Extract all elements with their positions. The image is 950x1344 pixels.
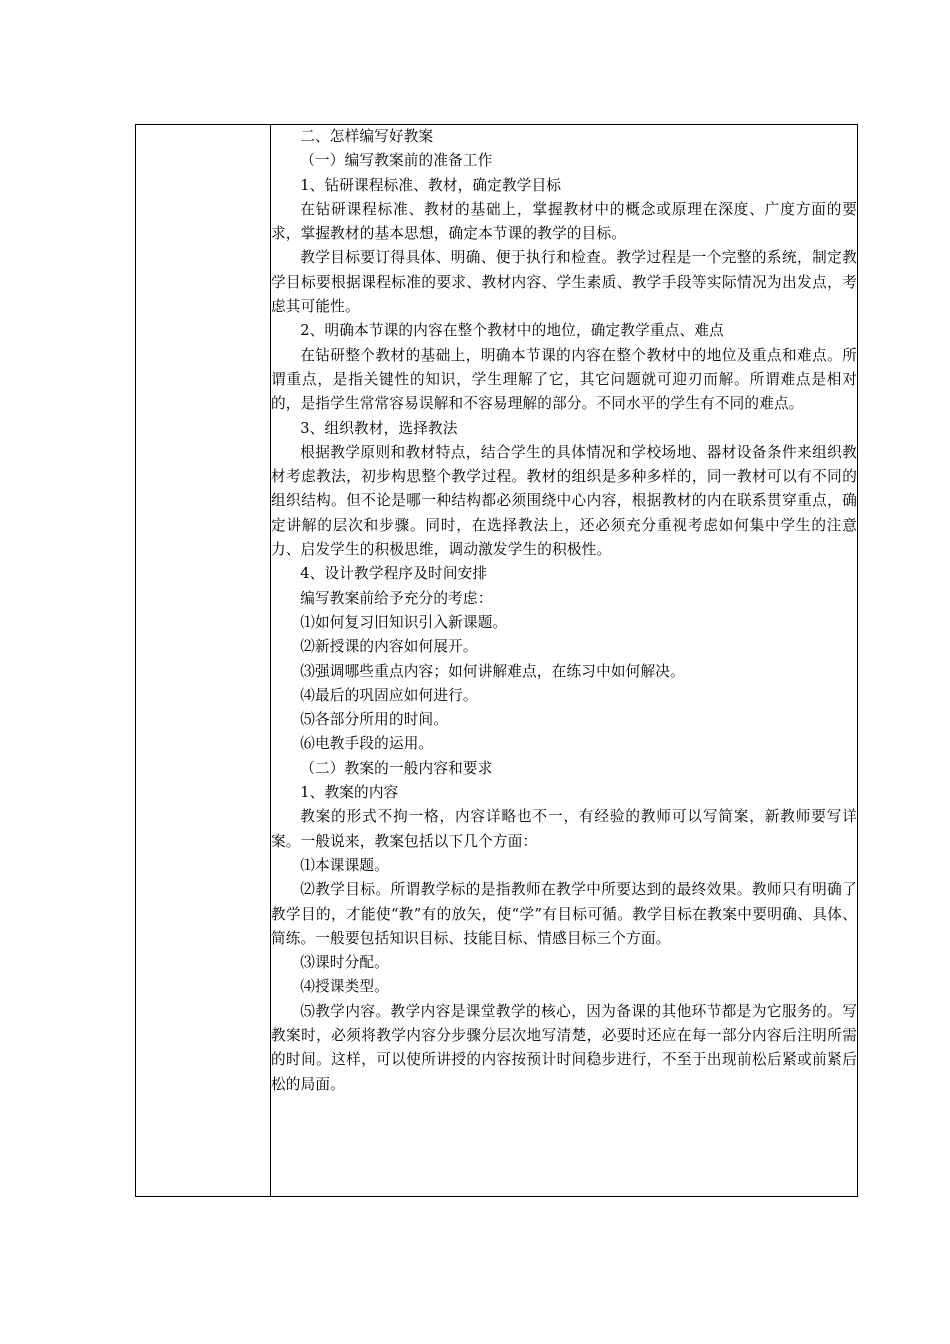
- section-heading: 二、怎样编写好教案: [300, 128, 434, 145]
- item-heading: 3、组织教材，选择教法: [300, 419, 458, 437]
- subsection-heading: （一）编写教案前的准备工作: [300, 152, 493, 170]
- paragraph: 根据教学原则和教材特点，结合学生的具体情况和学校场地、器材设备条件来组织教材考虑教法，初步构思整个教学过程。教材的组织是多种多样的，同一教材可以有不同的组织结构。但不论是哪一种结构都必须围绕中心内容，根据教材的内在联系贯穿重点，确定讲解的层次和步骤。同时，在选择教法上，还必须充分重视考虑如何集中学生的注意力、启发学生的积极思维，调动激发学生的积极性。: [271, 443, 857, 559]
- content-cell: [271, 125, 858, 1197]
- list-item: ⑸教学内容。教学内容是课堂教学的核心，因为备课的其他环节都是为它服务的。写教案时，必须将教学内容分步骤分层次地写清楚，必要时还应在每一部分内容后注明所需的时间。这样，可以使所讲授的内容按预计时间稳步进行，不至于出现前松后紧或前紧后松的局面。: [271, 1002, 857, 1093]
- list-item: ⑵新授课的内容如何展开。: [300, 638, 478, 656]
- subsection-heading: （二）教案的一般内容和要求: [300, 759, 493, 777]
- paragraph: 教案的形式不拘一格，内容详略也不一，有经验的教师可以写简案，新教师要写详案。一般说来，教案包括以下几个方面：: [271, 808, 857, 850]
- list-item: ⑹电教手段的运用。: [300, 735, 434, 753]
- item-heading: 2、明确本节课的内容在整个教材中的地位，确定教学重点、难点: [300, 322, 724, 340]
- item-heading: 1、钻研课程标准、教材，确定教学目标: [300, 176, 562, 194]
- content-body: [271, 125, 857, 1097]
- item-heading: 4、设计教学程序及时间安排: [300, 565, 488, 583]
- list-item: ⑶强调哪些重点内容；如何讲解难点，在练习中如何解决。: [300, 662, 685, 680]
- left-label-cell: [136, 125, 271, 1197]
- list-item: ⑷最后的巩固应如何进行。: [300, 686, 478, 704]
- table-row: [136, 125, 858, 1197]
- lesson-plan-table: [135, 124, 858, 1197]
- list-item: ⑴本课课题。: [300, 856, 389, 874]
- list-item: ⑸各部分所用的时间。: [300, 711, 449, 729]
- paragraph: 编写教案前给予充分的考虑：: [300, 589, 493, 607]
- list-item: ⑴如何复习旧知识引入新课题。: [300, 613, 508, 631]
- list-item: ⑵教学目标。所谓教学标的是指教师在教学中所要达到的最终效果。教师只有明确了教学目的，才能使“教”有的放矢，使“学”有目标可循。教学目标在教案中要明确、具体、简练。一般要包括知识目标、技能目标、情感目标三个方面。: [271, 881, 857, 947]
- paragraph: 在钻研整个教材的基础上，明确本节课的内容在整个教材中的地位及重点和难点。所谓重点，是指关键性的知识，学生理解了它，其它问题就可迎刃而解。所谓难点是相对的，是指学生常常容易误解和不容易理解的部分。不同水平的学生有不同的难点。: [271, 346, 857, 413]
- list-item: ⑷授课类型。: [300, 978, 389, 996]
- item-heading: 1、教案的内容: [300, 784, 399, 802]
- list-item: ⑶课时分配。: [300, 954, 389, 972]
- paragraph: 教学目标要订得具体、明确、便于执行和检查。教学过程是一个完整的系统，制定教学目标要根据课程标准的要求、教材内容、学生素质、教学手段等实际情况为出发点，考虑其可能性。: [271, 249, 857, 316]
- paragraph: 在钻研课程标准、教材的基础上，掌握教材中的概念或原理在深度、广度方面的要求，掌握教材的基本思想，确定本节课的教学的目标。: [271, 200, 857, 243]
